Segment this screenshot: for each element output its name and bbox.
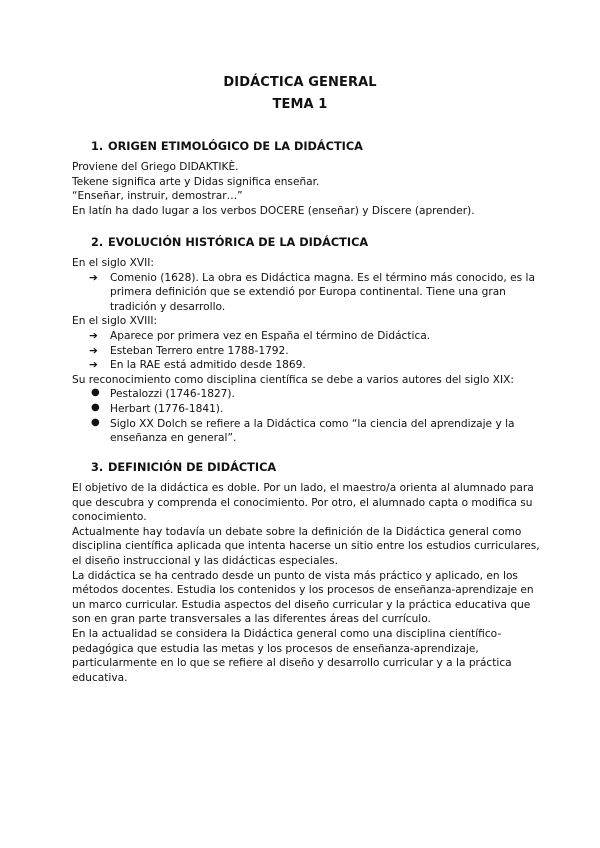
- section-1-title: ORIGEN ETIMOLÓGICO DE LA DIDÁCTICA: [108, 140, 363, 153]
- xviii-list: [72, 329, 542, 373]
- section-2-number: 2.: [91, 236, 104, 249]
- paragraph-line: Tekene significa arte y Didas significa enseñar.: [72, 175, 320, 188]
- paragraph: La didáctica se ha centrado desde un punto de vista más práctico y aplicado, en los métodos docentes. Estudia los contenidos y los procesos de enseñanza-aprendizaje en un marco curricular. Estudia aspectos del diseño curricular y la práctica educativa que son en gran parte transversales a las diferentes áreas del currículo.: [72, 569, 534, 626]
- arrow-icon: ➔: [89, 271, 98, 284]
- section-3-heading: [91, 461, 276, 474]
- document-title: DIDÁCTICA GENERAL: [223, 75, 377, 90]
- intro-siglo-xviii: En el siglo XVIII:: [72, 315, 158, 328]
- list-item-text: Pestalozzi (1746-1827).: [110, 388, 235, 401]
- xvii-list: [72, 271, 542, 315]
- list-item-text: Comenio (1628). La obra es Didáctica magna. Es el término más conocido, es la primera definición que se extendió por Europa continental. Tiene una gran tradición y desarrollo.: [110, 271, 535, 313]
- list-item-text: Aparece por primera vez en España el término de Didáctica.: [110, 329, 431, 342]
- intro-siglo-xix: Su reconocimiento como disciplina científica se debe a varios autores del siglo XIX:: [72, 373, 514, 386]
- list-item: [72, 402, 542, 417]
- paragraph: En la actualidad se considera la Didáctica general como una disciplina científico-pedagógica que estudia las metas y los procesos de enseñanza-aprendizaje, particularmente en lo que se refiere al diseño y desarrollo curricular y a la práctica educativa.: [72, 627, 512, 684]
- document-subtitle: TEMA 1: [272, 97, 328, 112]
- section-1-number: 1.: [91, 140, 104, 153]
- paragraph-line: “Enseñar, instruir, demostrar…”: [72, 190, 243, 203]
- xix-list: [72, 387, 542, 445]
- section-3-number: 3.: [91, 461, 104, 474]
- bullet-icon: ●: [91, 387, 100, 399]
- arrow-icon: ➔: [89, 344, 98, 357]
- section-3-body: [72, 481, 542, 685]
- section-2-title: EVOLUCIÓN HISTÓRICA DE LA DIDÁCTICA: [108, 236, 369, 249]
- arrow-icon: ➔: [89, 359, 98, 372]
- list-item-text: En la RAE está admitido desde 1869.: [110, 359, 306, 372]
- list-item: [72, 329, 542, 344]
- list-item: [72, 344, 542, 359]
- paragraph: El objetivo de la didáctica es doble. Por un lado, el maestro/a orienta al alumnado para que descubra y comprenda el conocimiento. Por otro, el alumnado capta o modifica su conocimiento.: [72, 482, 534, 524]
- bullet-icon: ●: [91, 401, 100, 413]
- bullet-icon: ●: [91, 416, 100, 428]
- section-2-heading: [91, 236, 368, 249]
- section-1-heading: [91, 140, 363, 153]
- paragraph-line: En latín ha dado lugar a los verbos DOCERE (enseñar) y Discere (aprender).: [72, 204, 475, 217]
- section-2-body: [72, 256, 542, 446]
- list-item-text: Esteban Terrero entre 1788-1792.: [110, 344, 289, 357]
- list-item-text: Herbart (1776-1841).: [110, 402, 224, 415]
- list-item: [72, 358, 542, 373]
- list-item: [72, 417, 542, 446]
- paragraph: Actualmente hay todavía un debate sobre la definición de la Didáctica general como disciplina científica aplicada que intenta hacerse un sitio entre los estudios curriculares, el diseño instruccional y las didácticas especiales.: [72, 525, 540, 567]
- list-item: [72, 271, 542, 315]
- list-item-text: Siglo XX Dolch se refiere a la Didáctica como “la ciencia del aprendizaje y la enseñanza en general”.: [110, 417, 515, 445]
- section-3-title: DEFINICIÓN DE DIDÁCTICA: [108, 461, 277, 474]
- list-item: [72, 387, 542, 402]
- section-1-body: [72, 160, 542, 218]
- arrow-icon: ➔: [89, 329, 98, 342]
- paragraph-line: Proviene del Griego DIDAKTIKÈ.: [72, 161, 239, 173]
- intro-siglo-xvii: En el siglo XVII:: [72, 257, 154, 269]
